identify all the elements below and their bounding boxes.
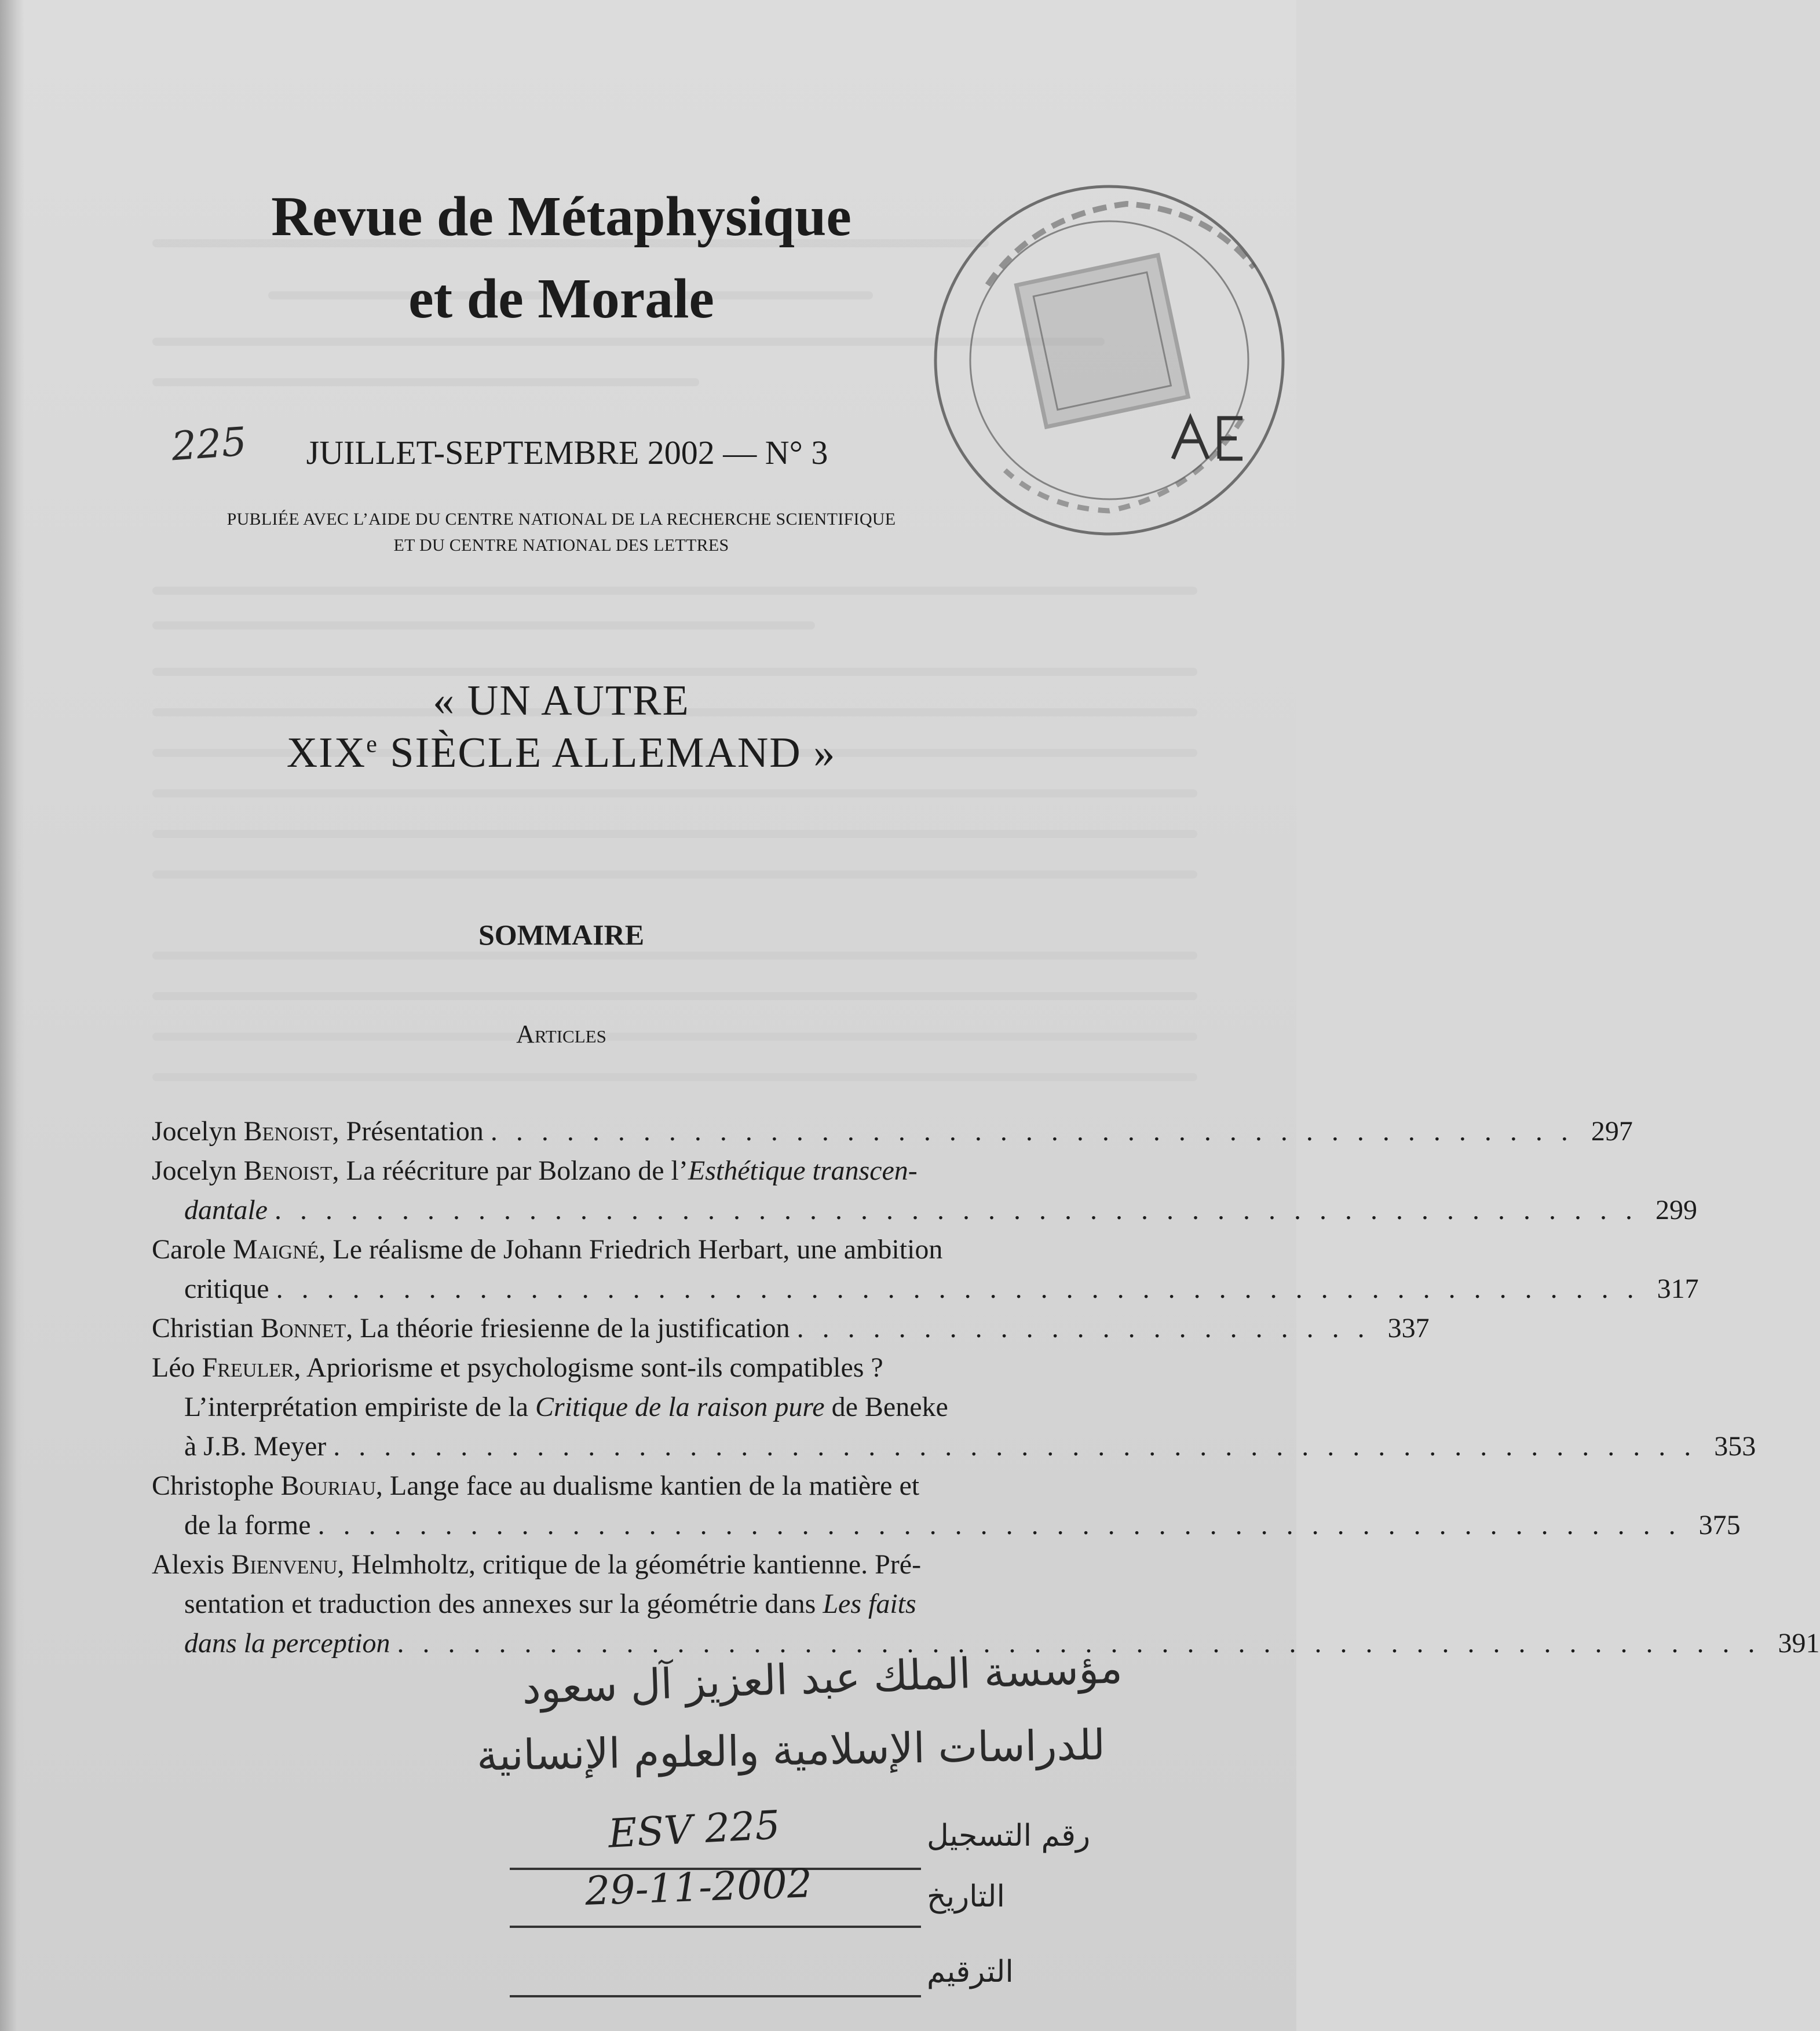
page-number: 299 bbox=[1655, 1195, 1697, 1225]
page-number: 297 bbox=[1591, 1116, 1633, 1147]
article-title: , Helmholtz, critique de la géométrie kantienne. Pré- bbox=[337, 1549, 922, 1580]
article-title-cont: de la forme bbox=[184, 1510, 311, 1540]
article-title: , Lange face au dualisme kantien de la matière et bbox=[375, 1470, 920, 1501]
page-number: 391 bbox=[1778, 1628, 1820, 1659]
registration-label: رقم التسجيل bbox=[927, 1818, 1091, 1853]
article-title: , Le réalisme de Johann Friedrich Herbart, une ambition bbox=[319, 1234, 943, 1265]
support-line-2: ET DU CENTRE NATIONAL DES LETTRES bbox=[393, 536, 729, 555]
theme-rest: SIÈCLE ALLEMAND » bbox=[378, 729, 836, 777]
author-first: Jocelyn bbox=[152, 1155, 244, 1186]
article-title-cont: L’interprétation empiriste de la bbox=[184, 1392, 536, 1422]
date-label: التاريخ bbox=[927, 1879, 1005, 1914]
author-first: Christophe bbox=[152, 1470, 281, 1501]
theme-century: XIX bbox=[286, 729, 367, 777]
article-title: , La théorie friesienne de la justification bbox=[346, 1313, 790, 1344]
leader-dots: . . . . . . . . . . . . . . . . . . . . . . . . . . . . . . . . . . . . . . . . . . . . . . . . . . . . . . bbox=[276, 1274, 1640, 1304]
institution-line2: للدراسات الإسلامية والعلوم الإنسانية bbox=[476, 1720, 1106, 1780]
leader-dots: . . . . . . . . . . . . . . . . . . . . . . . . . . . . . . . . . . . . . . . . . . . bbox=[490, 1116, 1574, 1147]
toc-entry bbox=[152, 1151, 1697, 1230]
leader-dots: . . . . . . . . . . . . . . . . . . . . . . . bbox=[796, 1313, 1371, 1344]
page-number: 337 bbox=[1387, 1313, 1430, 1344]
article-title-italic: Esthétique transcen- bbox=[688, 1155, 918, 1186]
theme-line2 bbox=[0, 729, 1209, 778]
handwritten-number: 225 bbox=[170, 419, 248, 470]
toc-entry bbox=[152, 1230, 1699, 1309]
author-last: Maigné bbox=[232, 1234, 319, 1265]
article-title-cont: dans la perception bbox=[184, 1628, 390, 1659]
registration-number: ESV 225 bbox=[607, 1802, 781, 1857]
article-title-italic: Les faits bbox=[823, 1589, 916, 1619]
leader-dots: . . . . . . . . . . . . . . . . . . . . . . . . . . . . . . . . . . . . . . . . . . . . . . . . . . . . . . bbox=[317, 1510, 1682, 1540]
toc-entry bbox=[152, 1309, 1430, 1348]
toc-entry bbox=[152, 1466, 1741, 1545]
author-first: Alexis bbox=[152, 1549, 232, 1580]
author-first: Christian bbox=[152, 1313, 261, 1344]
theme-century-sup: e bbox=[366, 731, 378, 758]
page-number: 375 bbox=[1698, 1510, 1741, 1540]
journal-title-line1: Revue de Métaphysique bbox=[271, 185, 851, 248]
library-stamp bbox=[918, 169, 1295, 546]
journal-title-line2: et de Morale bbox=[408, 268, 714, 330]
page-number: 317 bbox=[1657, 1274, 1699, 1304]
author-first: Carole bbox=[152, 1234, 233, 1265]
author-last: Bonnet bbox=[261, 1313, 346, 1344]
leader-dots: . . . . . . . . . . . . . . . . . . . . . . . . . . . . . . . . . . . . . . . . . . . . . . . . . . . . . . bbox=[274, 1195, 1638, 1225]
article-title-italic: Critique de la raison pure bbox=[535, 1392, 825, 1422]
toc-entry bbox=[152, 1112, 1633, 1151]
author-last: Benoist bbox=[243, 1155, 332, 1186]
articles-heading: Articles bbox=[516, 1020, 606, 1048]
date-rule bbox=[510, 1926, 921, 1928]
article-title: , Apriorisme et psychologisme sont-ils compatibles ? bbox=[294, 1352, 883, 1383]
article-title: , Présentation bbox=[332, 1116, 484, 1147]
registration-date: 29-11-2002 bbox=[584, 1861, 813, 1915]
author-last: Bienvenu bbox=[231, 1549, 338, 1580]
author-first: Jocelyn bbox=[152, 1116, 244, 1147]
sommaire-heading: SOMMAIRE bbox=[478, 918, 645, 951]
theme-line1: « UN AUTRE bbox=[433, 677, 690, 724]
author-last: Bouriau bbox=[280, 1470, 376, 1501]
author-last: Freuler bbox=[202, 1352, 294, 1383]
article-title-cont: à J.B. Meyer bbox=[184, 1431, 327, 1462]
leader-dots: . . . . . . . . . . . . . . . . . . . . . . . . . . . . . . . . . . . . . . . . . . . . . . . . . . . . . . bbox=[333, 1431, 1697, 1462]
author-first: Léo bbox=[152, 1352, 202, 1383]
article-title-cont: critique bbox=[184, 1274, 269, 1304]
page-number: 353 bbox=[1714, 1431, 1756, 1462]
issue-date: JUILLET-SEPTEMBRE 2002 — N° 3 bbox=[306, 434, 828, 471]
table-of-contents bbox=[152, 1112, 1820, 1663]
leader-dots: . . . . . . . . . . . . . . . . . . . . . . . . . . . . . . . . . . . . . . . . . . . . . . . . . . . . . . bbox=[397, 1628, 1761, 1659]
classification-label: الترقيم bbox=[927, 1955, 1014, 1989]
author-last: Benoist bbox=[243, 1116, 332, 1147]
toc-entry bbox=[152, 1545, 1820, 1663]
article-title: , La réécriture par Bolzano de l’ bbox=[332, 1155, 688, 1186]
support-line-1: PUBLIÉE AVEC L’AIDE DU CENTRE NATIONAL DE LA RECHERCHE SCIENTIFIQUE bbox=[226, 510, 896, 529]
article-title-cont: de Beneke bbox=[824, 1392, 948, 1422]
classification-rule bbox=[510, 1995, 921, 1997]
institution-line1: مؤسسة الملك عبد العزيز آل سعود bbox=[521, 1643, 1124, 1714]
article-title-cont: sentation et traduction des annexes sur la géométrie dans bbox=[184, 1589, 823, 1619]
article-title-cont: dantale bbox=[184, 1195, 268, 1225]
toc-entry bbox=[152, 1348, 1756, 1466]
